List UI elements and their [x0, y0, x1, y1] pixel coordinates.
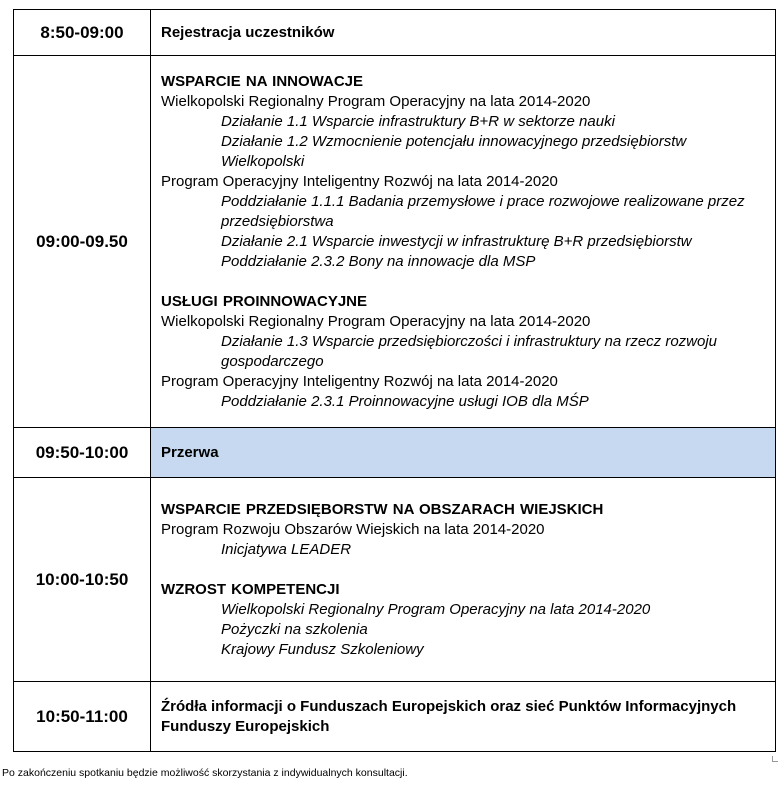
agenda-row	[14, 682, 776, 752]
agenda-table	[13, 9, 776, 752]
measure-line: Poddziałanie 2.3.2 Bony na innowacje dla MSP	[221, 252, 536, 270]
section-heading: WZROST KOMPETENCJI	[161, 580, 340, 598]
desc-cell	[151, 478, 776, 682]
program-line: Program Operacyjny Inteligentny Rozwój na lata 2014-2020	[161, 372, 558, 390]
time-cell: 8:50-09:00	[14, 10, 151, 56]
row-title: Rejestracja uczestników	[161, 23, 335, 41]
measure-line: Działanie 1.1 Wsparcie infrastruktury B+R w sektorze nauki	[221, 112, 615, 130]
row-title: Przerwa	[161, 443, 219, 461]
desc-cell	[151, 428, 776, 478]
spacer	[161, 560, 767, 580]
section-heading: WSPARCIE PRZEDSIĘBORSTW NA OBSZARACH WIEJSKICH	[161, 500, 604, 518]
desc-cell	[151, 56, 776, 428]
agenda-row	[14, 10, 776, 56]
time-cell: 09:50-10:00	[14, 428, 151, 478]
program-line: Program Operacyjny Inteligentny Rozwój na lata 2014-2020	[161, 172, 558, 190]
program-line: Wielkopolski Regionalny Program Operacyjny na lata 2014-2020	[161, 312, 591, 330]
program-line: Program Rozwoju Obszarów Wiejskich na lata 2014-2020	[161, 520, 545, 538]
section-heading: WSPARCIE NA INNOWACJE	[161, 72, 364, 90]
agenda-row	[14, 478, 776, 682]
measure-line: Krajowy Fundusz Szkoleniowy	[221, 640, 424, 658]
time-cell: 10:00-10:50	[14, 478, 151, 682]
spacer	[161, 272, 767, 292]
measure-line: Działanie 1.3 Wsparcie przedsiębiorczości i infrastruktury na rzecz rozwoju gospodarczego	[221, 332, 718, 370]
measure-line: Inicjatywa LEADER	[221, 540, 352, 558]
program-line: Wielkopolski Regionalny Program Operacyjny na lata 2014-2020	[161, 92, 591, 110]
measure-line: Wielkopolski Regionalny Program Operacyjny na lata 2014-2020	[221, 600, 651, 618]
row-title: Źródła informacji o Funduszach Europejskich oraz sieć Punktów Informacyjnych Funduszy Europejskich	[161, 697, 737, 735]
desc-cell	[151, 10, 776, 56]
time-cell: 10:50-11:00	[14, 682, 151, 752]
measure-line: Poddziałanie 1.1.1 Badania przemysłowe i prace rozwojowe realizowane przez przedsiębiorstwa	[221, 192, 745, 230]
measure-line: Poddziałanie 2.3.1 Proinnowacyjne usługi IOB dla MŚP	[221, 392, 589, 410]
agenda-row-break	[14, 428, 776, 478]
agenda-row	[14, 56, 776, 428]
measure-line: Pożyczki na szkolenia	[221, 620, 368, 638]
desc-cell	[151, 682, 776, 752]
measure-line: Działanie 1.2 Wzmocnienie potencjału innowacyjnego przedsiębiorstw Wielkopolski	[221, 132, 687, 170]
corner-mark	[772, 756, 778, 762]
section-heading: USŁUGI PROINNOWACYJNE	[161, 292, 368, 310]
time-cell: 09:00-09.50	[14, 56, 151, 428]
footnote: Po zakończeniu spotkaniu będzie możliwość skorzystania z indywidualnych konsultacji.	[2, 767, 408, 779]
measure-line: Działanie 2.1 Wsparcie inwestycji w infrastrukturę B+R przedsiębiorstw	[221, 232, 692, 250]
